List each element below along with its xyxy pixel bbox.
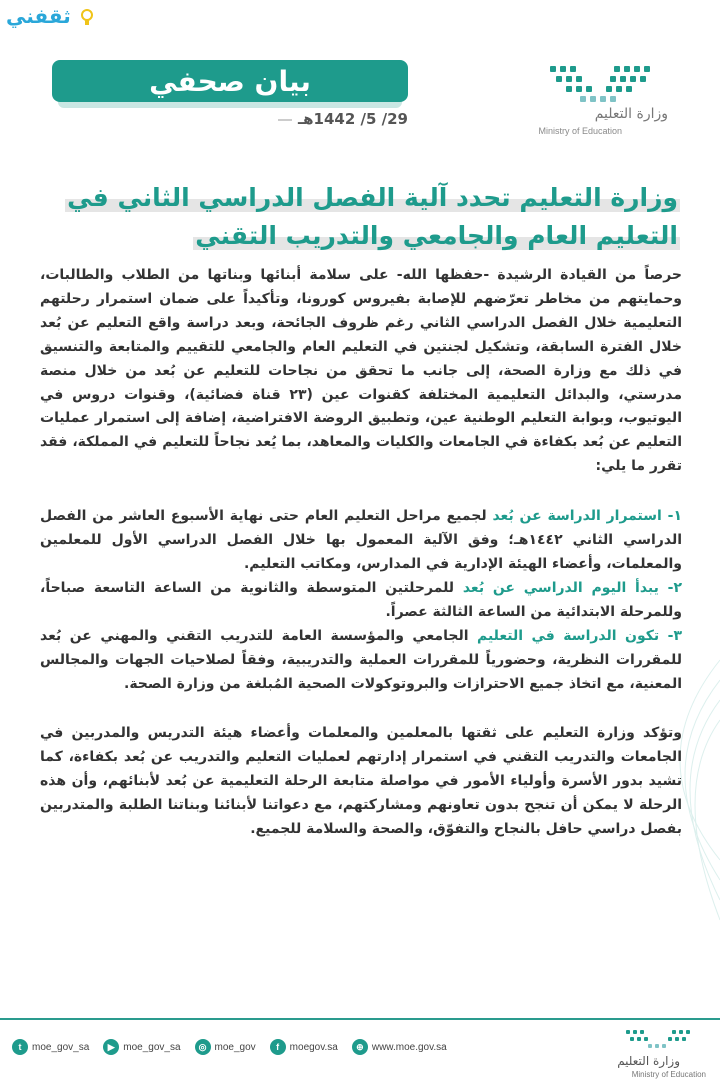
footer-logo-english-name: Ministry of Education <box>631 1070 706 1079</box>
social-label: moe_gov_sa <box>32 1041 90 1053</box>
social-label: moe_gov <box>214 1041 256 1053</box>
social-label: www.moe.gov.sa <box>371 1041 447 1053</box>
watermark-text: ثقفني <box>6 4 71 28</box>
social-instagram[interactable] <box>195 1039 256 1055</box>
lightbulb-icon <box>80 9 94 27</box>
social-links <box>12 1036 447 1058</box>
footer-divider <box>0 1018 720 1020</box>
press-release-body <box>40 264 682 842</box>
closing-paragraph: وتؤكد وزارة التعليم على ثقتها بالمعلمين والمعلمات وأعضاء هيئة التدريس والمدربين في الجامعات والتدريب التقني في استمرار إدارتهم لعمليات التعليم والتدريب عن بُعد بكفاءة، كما تشيد بدور الأسرة وأولياء الأمور في مواصلة متابعة الرحلة التعليمية عن بُعد لأبنائهم، وأن هذه الرحلة لا يمكن أن تنجح بدون تعاونهم ومشاركتهم، مع دعواتنا لأبنائنا وبناتنا الطلبة والمتدربين بفصل دراسي حافل بالنجاح والتفوّق، والصحة والسلامة للجميع. <box>40 725 682 838</box>
social-label: moe_gov_sa <box>123 1041 181 1053</box>
item-1 <box>40 505 682 577</box>
social-label: moegov.sa <box>289 1041 338 1053</box>
intro-paragraph: حرصاً من القيادة الرشيدة -حفظها الله- على سلامة أبنائها وبناتها من الطلاب والطالبات، وحمايتهم من مخاطر تعرّضهم للإصابة بفيروس كورونا، وتأكيداً على ضمان استمرار رحلتهم التعليمية خلال الفصل الدراسي الثاني رغم ظروف الجائحة، وبعد دراسة واقع التعليم عن بُعد خلال الفترة السابقة، وتشكيل لجنتين في التعليم العام والجامعي للتقييم والمتابعة والتنسيق في ذلك مع وزارة الصحة، إلى جانب ما تحقق من نجاحات للتعليم عن بُعد من خلال منصة مدرستي، والبدائل التعليمية المختلفة كقنوات عين (٢٣ قناة فضائية)، وقنوات دروس في اليوتيوب، وبوابة التعليم الوطنية عين، وتطبيق الروضة الافتراضية، إضافة إلى استمرار عمليات التعليم عن بُعد بكفاءة في الجامعات والكليات والمعاهد، بما يُعد نجاحاً للتعليم في المملكة، فقد تقرر ما يلي: <box>40 267 682 475</box>
headline <box>40 180 680 256</box>
footer-logo-arabic-name: وزارة التعليم <box>617 1054 680 1068</box>
instagram-icon: ◎ <box>195 1039 211 1055</box>
twitter-icon: t <box>12 1039 28 1055</box>
item-3-heading: ٣- تكون الدراسة في التعليم <box>476 627 682 644</box>
banner-title: بيان صحفي <box>149 64 311 98</box>
youtube-icon: ▶ <box>103 1039 119 1055</box>
item-1-heading: ١- استمرار الدراسة عن بُعد <box>492 508 682 525</box>
web-icon: ⊕ <box>352 1039 368 1055</box>
social-youtube[interactable] <box>103 1039 180 1055</box>
logo-arabic-name: وزارة التعليم <box>594 106 668 122</box>
item-2-heading: ٢- يبدأ اليوم الدراسي عن بُعد <box>462 579 683 596</box>
item-2 <box>40 577 682 625</box>
headline-line-1: وزارة التعليم تحدد آلية الفصل الدراسي الثاني في <box>67 183 678 212</box>
site-watermark <box>6 4 94 28</box>
item-1-text: لجميع مراحل التعليم العام حتى نهاية الأسبوع العاشر من الفصل الدراسي الثاني ١٤٤٢هـ؛ وفق الآلية المعمول بها خلال الفصل الدراسي الأول للمعلمين والمعلمات، وأعضاء الهيئة الإدارية في المدارس، ومكاتب التعليم. <box>40 508 682 572</box>
release-date: 29/ 5/ 1442هـ <box>298 110 408 128</box>
item-3-text: الجامعي والمؤسسة العامة للتدريب التقني والمهني عن بُعد للمقررات النظرية، وحضورياً للمقررات العملية والتدريبية، وفقاً لصلاحيات الجهات والمجالس المعنية، مع اتخاذ جميع الاحترازات والبروتوكولات الصحية المُبلغة من وزارة الصحة. <box>40 627 682 692</box>
social-facebook[interactable] <box>270 1039 338 1055</box>
logo-english-name: Ministry of Education <box>538 126 622 136</box>
item-3 <box>40 625 682 697</box>
social-twitter[interactable] <box>12 1039 89 1055</box>
headline-line-2: التعليم العام والجامعي والتدريب التقني <box>195 221 678 250</box>
facebook-icon: f <box>270 1039 286 1055</box>
press-release-banner <box>52 60 408 102</box>
social-website[interactable] <box>352 1039 447 1055</box>
item-2-text: للمرحلتين المتوسطة والثانوية من الساعة التاسعة صباحاً، وللمرحلة الابتدائية من الساعة الثالثة عصراً. <box>40 579 682 620</box>
